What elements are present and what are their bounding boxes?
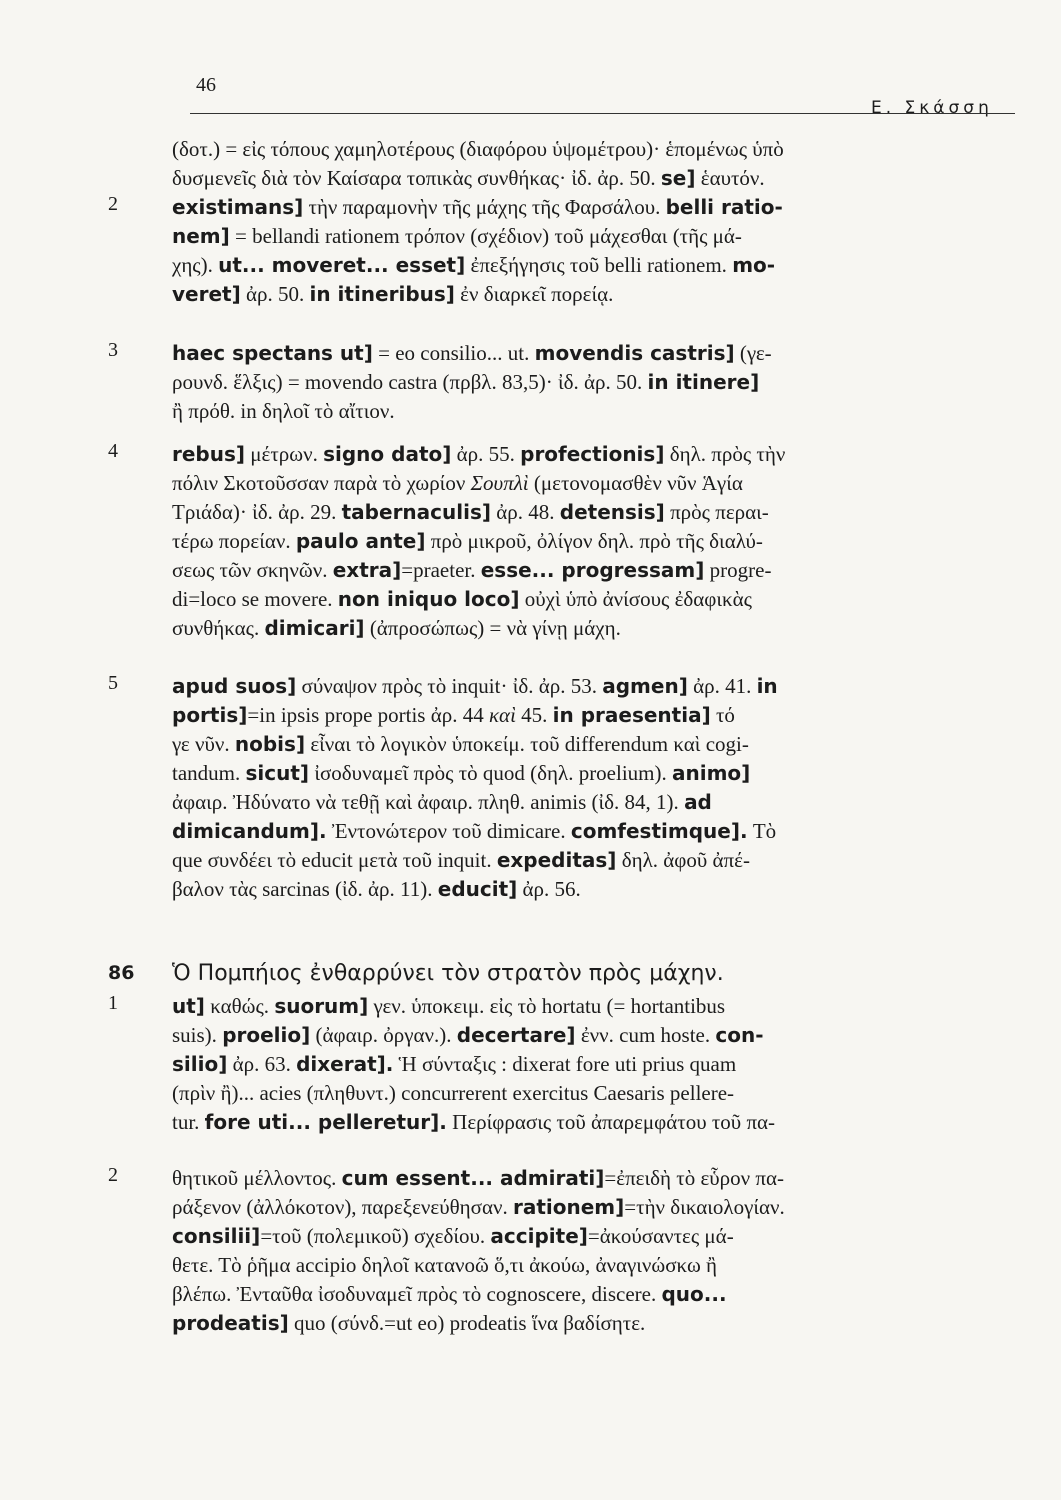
text: δυσμενεῖς διὰ τὸν Καίσαρα τοπικὰς συνθήκας· ἰδ. ἀρ. 50. xyxy=(172,166,656,190)
lemma: accipite] xyxy=(490,1224,588,1248)
text: πόλιν Σκοτοῦσσαν παρὰ τὸ χωρίον xyxy=(172,471,466,495)
text-line xyxy=(172,1164,1020,1192)
text-line xyxy=(172,440,1020,468)
text-line xyxy=(172,875,1020,903)
lemma: portis] xyxy=(172,703,248,727)
text: βλέπω. Ἐνταῦθα ἰσοδυναμεῖ πρὸς τὸ cognoscere, discere. xyxy=(172,1282,657,1306)
text: ἢ πρόθ. in δηλοῖ τὸ αἴτιον. xyxy=(172,399,395,423)
text: ἑαυτόν. xyxy=(700,166,765,190)
text: Ἡ σύνταξις : dixerat fore uti prius quam xyxy=(398,1052,737,1076)
text-line xyxy=(172,222,1020,250)
lemma: ut... moveret... esset] xyxy=(218,253,466,277)
lemma: cum essent... admirati] xyxy=(341,1166,605,1190)
text: quo (σύνδ.=ut eo) prodeatis ἵνα βαδίσητε. xyxy=(294,1311,646,1335)
text: θητικοῦ μέλλοντος. xyxy=(172,1166,337,1190)
text: =in ipsis prope portis ἀρ. 44 xyxy=(247,703,484,727)
text-line xyxy=(172,817,1020,845)
lemma: dimicandum]. xyxy=(172,819,327,843)
text: καθώς. xyxy=(210,994,270,1018)
lemma: proelio] xyxy=(222,1023,311,1047)
text: Τὸ xyxy=(752,819,777,843)
text: (γε- xyxy=(739,341,772,365)
text: Ἐντονώτερον τοῦ dimicare. xyxy=(331,819,566,843)
lemma: in itineribus] xyxy=(309,282,455,306)
text-line xyxy=(172,759,1020,787)
lemma: existimans] xyxy=(172,195,304,219)
text: progre- xyxy=(709,558,772,582)
lemma: haec spectans ut] xyxy=(172,341,373,365)
text: = eo consilio... ut. xyxy=(378,341,530,365)
text: (μετονομασθὲν νῦν Ἁγία xyxy=(533,471,743,495)
lemma: non iniquo loco] xyxy=(337,587,520,611)
text: Τριάδα)· ἰδ. ἀρ. 29. xyxy=(172,500,337,524)
text: δηλ. ἀφοῦ ἀπέ- xyxy=(621,848,750,872)
running-header-author: Ε. Σκάσση xyxy=(871,98,993,118)
margin-line-number: 2 xyxy=(108,1164,118,1186)
lemma: paulo ante] xyxy=(295,529,426,553)
text: ἐπεξήγησις τοῦ belli rationem. xyxy=(470,253,727,277)
text-line xyxy=(172,585,1020,613)
lemma: con- xyxy=(715,1023,764,1047)
text: μέτρων. xyxy=(250,442,318,466)
text: πρὸς περαι- xyxy=(670,500,769,524)
text-line xyxy=(172,193,1020,221)
text: ἀρ. 55. xyxy=(456,442,515,466)
text-line xyxy=(172,368,1020,396)
text: γεν. ὑποκειμ. εἰς τὸ hortatu (= hortantibus xyxy=(373,994,726,1018)
lemma: rationem] xyxy=(512,1195,625,1219)
text: γε νῦν. xyxy=(172,732,230,756)
lemma: in xyxy=(756,674,778,698)
text-line xyxy=(172,1193,1020,1221)
text-line xyxy=(172,164,1020,192)
text: ἰσοδυναμεῖ πρὸς τὸ quod (δηλ. proelium). xyxy=(314,761,667,785)
text: συνθήκας. xyxy=(172,616,260,640)
text: οὐχὶ ὑπὸ ἀνίσους ἐδαφικὰς xyxy=(524,587,752,611)
text: =ἐπειδὴ τὸ εὗρον πα- xyxy=(604,1166,784,1190)
lemma: dimicari] xyxy=(264,616,365,640)
text: ἀρ. 48. xyxy=(496,500,555,524)
text: =τὴν δικαιολογίαν. xyxy=(624,1195,785,1219)
page-number: 46 xyxy=(196,74,216,96)
text-line xyxy=(172,498,1020,526)
text: = bellandi rationem τρόπον (σχέδιον) τοῦ μάχεσθαι (τῆς μά- xyxy=(235,224,742,248)
text: (ἀπροσώπως) = νὰ γίνῃ μάχη. xyxy=(369,616,621,640)
text: 45. xyxy=(521,703,548,727)
text: ἀρ. 41. xyxy=(693,674,752,698)
text-line xyxy=(172,614,1020,642)
lemma: quo... xyxy=(661,1282,727,1306)
text: χης). xyxy=(172,253,213,277)
lemma: educit] xyxy=(437,877,518,901)
text: tandum. xyxy=(172,761,241,785)
italic-term: καὶ xyxy=(488,703,516,727)
lemma: prodeatis] xyxy=(172,1311,289,1335)
text: σεως τῶν σκηνῶν. xyxy=(172,558,328,582)
italic-term: Σουπλὶ xyxy=(470,471,529,495)
text: βαλον τὰς sarcinas (ἰδ. ἀρ. 11). xyxy=(172,877,433,901)
text-line xyxy=(172,730,1020,758)
text: ἀρ. 50. xyxy=(245,282,305,306)
header-rule xyxy=(190,113,1015,114)
text: di=loco se movere. xyxy=(172,587,333,611)
lemma: silio] xyxy=(172,1052,228,1076)
lemma: se] xyxy=(660,166,696,190)
text: =ἀκούσαντες μά- xyxy=(587,1224,734,1248)
text: εἶναι τὸ λογικὸν ὑποκείμ. τοῦ differendum καὶ cogi- xyxy=(310,732,749,756)
margin-line-number: 1 xyxy=(108,992,118,1014)
lemma: sicut] xyxy=(245,761,310,785)
lemma: mo- xyxy=(732,253,776,277)
text: ἀφαιρ. Ἠδύνατο νὰ τεθῇ καὶ ἀφαιρ. πληθ. animis (ἰδ. 84, 1). xyxy=(172,790,679,814)
lemma: suorum] xyxy=(274,994,369,1018)
lemma: in praesentia] xyxy=(552,703,711,727)
text: Περίφρασις τοῦ ἀπαρεμφάτου τοῦ πα- xyxy=(452,1110,776,1134)
text-line xyxy=(172,672,1020,700)
margin-line-number: 3 xyxy=(108,339,118,361)
text-line xyxy=(172,469,1020,497)
lemma: fore uti... pelleretur]. xyxy=(204,1110,447,1134)
margin-line-number: 4 xyxy=(108,440,118,462)
lemma: tabernaculis] xyxy=(341,500,492,524)
margin-line-number: 5 xyxy=(108,672,118,694)
text-line xyxy=(172,1050,1020,1078)
lemma: esse... progressam] xyxy=(480,558,705,582)
heading-text: Ὁ Πομπήιος ἐνθαρρύνει τὸν στρατὸν πρὸς μάχην. xyxy=(172,961,724,986)
lemma: dixerat]. xyxy=(296,1052,394,1076)
text: τό xyxy=(715,703,735,727)
text: suis). xyxy=(172,1023,217,1047)
text: σύναψον πρὸς τὸ inquit· ἰδ. ἀρ. 53. xyxy=(301,674,597,698)
text-line xyxy=(172,1251,1020,1279)
margin-line-number: 2 xyxy=(108,193,118,215)
lemma: nobis] xyxy=(234,732,306,756)
lemma: profectionis] xyxy=(520,442,665,466)
text: ρουνδ. ἕλξις) = movendo castra (πρβλ. 83,5)· ἰδ. ἀρ. 50. xyxy=(172,370,643,394)
text: ἐνν. cum hoste. xyxy=(580,1023,711,1047)
text-line xyxy=(172,135,1020,163)
lemma: extra] xyxy=(332,558,402,582)
text-line xyxy=(172,1309,1020,1337)
text: (δοτ.) = εἰς τόπους χαμηλοτέρους (διαφόρου ὑψομέτρου)· ἑπομένως ὑπὸ xyxy=(172,137,784,161)
lemma: nem] xyxy=(172,224,230,248)
text: ἀρ. 56. xyxy=(522,877,581,901)
text-line xyxy=(172,1222,1020,1250)
lemma: detensis] xyxy=(559,500,665,524)
lemma: ut] xyxy=(172,994,205,1018)
section-heading xyxy=(172,960,1020,988)
text-line xyxy=(172,1021,1020,1049)
text: tur. xyxy=(172,1110,200,1134)
text: (πρὶν ἢ)... acies (πληθυντ.) concurrerent exercitus Caesaris pellere- xyxy=(172,1081,735,1105)
text: =praeter. xyxy=(401,558,476,582)
text: (ἀφαιρ. ὀργαν.). xyxy=(315,1023,452,1047)
lemma: belli ratio- xyxy=(665,195,783,219)
text: ράξενον (ἀλλόκοτον), παρεξενεύθησαν. xyxy=(172,1195,508,1219)
text-line xyxy=(172,846,1020,874)
text-line xyxy=(172,1108,1020,1136)
text: θετε. Τὸ ῥῆμα accipio δηλοῖ κατανοῶ ὅ,τι ἀκούω, ἀναγινώσκω ἢ xyxy=(172,1253,718,1277)
text-line xyxy=(172,1079,1020,1107)
text-line xyxy=(172,527,1020,555)
lemma: animo] xyxy=(672,761,751,785)
lemma: ad xyxy=(684,790,712,814)
text: ἀρ. 63. xyxy=(232,1052,291,1076)
text: =τοῦ (πολεμικοῦ) σχεδίου. xyxy=(260,1224,486,1248)
text-line xyxy=(172,701,1020,729)
text-line xyxy=(172,1280,1020,1308)
text: τὴν παραμονὴν τῆς μάχης τῆς Φαρσάλου. xyxy=(308,195,661,219)
text-line xyxy=(172,992,1020,1020)
text: τέρω πορείαν. xyxy=(172,529,291,553)
lemma: comfestimque]. xyxy=(570,819,748,843)
lemma: apud suos] xyxy=(172,674,297,698)
lemma: signo dato] xyxy=(323,442,452,466)
text-line xyxy=(172,339,1020,367)
text: πρὸ μικροῦ, ὀλίγον δηλ. πρὸ τῆς διαλύ- xyxy=(430,529,763,553)
margin-chapter-number: 86 xyxy=(108,962,135,984)
lemma: movendis castris] xyxy=(534,341,735,365)
text: que συνδέει τὸ educit μετὰ τοῦ inquit. xyxy=(172,848,492,872)
lemma: consilii] xyxy=(172,1224,261,1248)
text-line xyxy=(172,280,1020,308)
lemma: in itinere] xyxy=(647,370,760,394)
text-line xyxy=(172,788,1020,816)
text-line xyxy=(172,556,1020,584)
text: ἐν διαρκεῖ πορείᾳ. xyxy=(460,282,614,306)
lemma: decertare] xyxy=(456,1023,576,1047)
lemma: veret] xyxy=(172,282,241,306)
lemma: expeditas] xyxy=(496,848,617,872)
text-line xyxy=(172,397,1020,425)
text-line xyxy=(172,251,1020,279)
lemma: agmen] xyxy=(602,674,688,698)
text: δηλ. πρὸς τὴν xyxy=(669,442,786,466)
lemma: rebus] xyxy=(172,442,246,466)
